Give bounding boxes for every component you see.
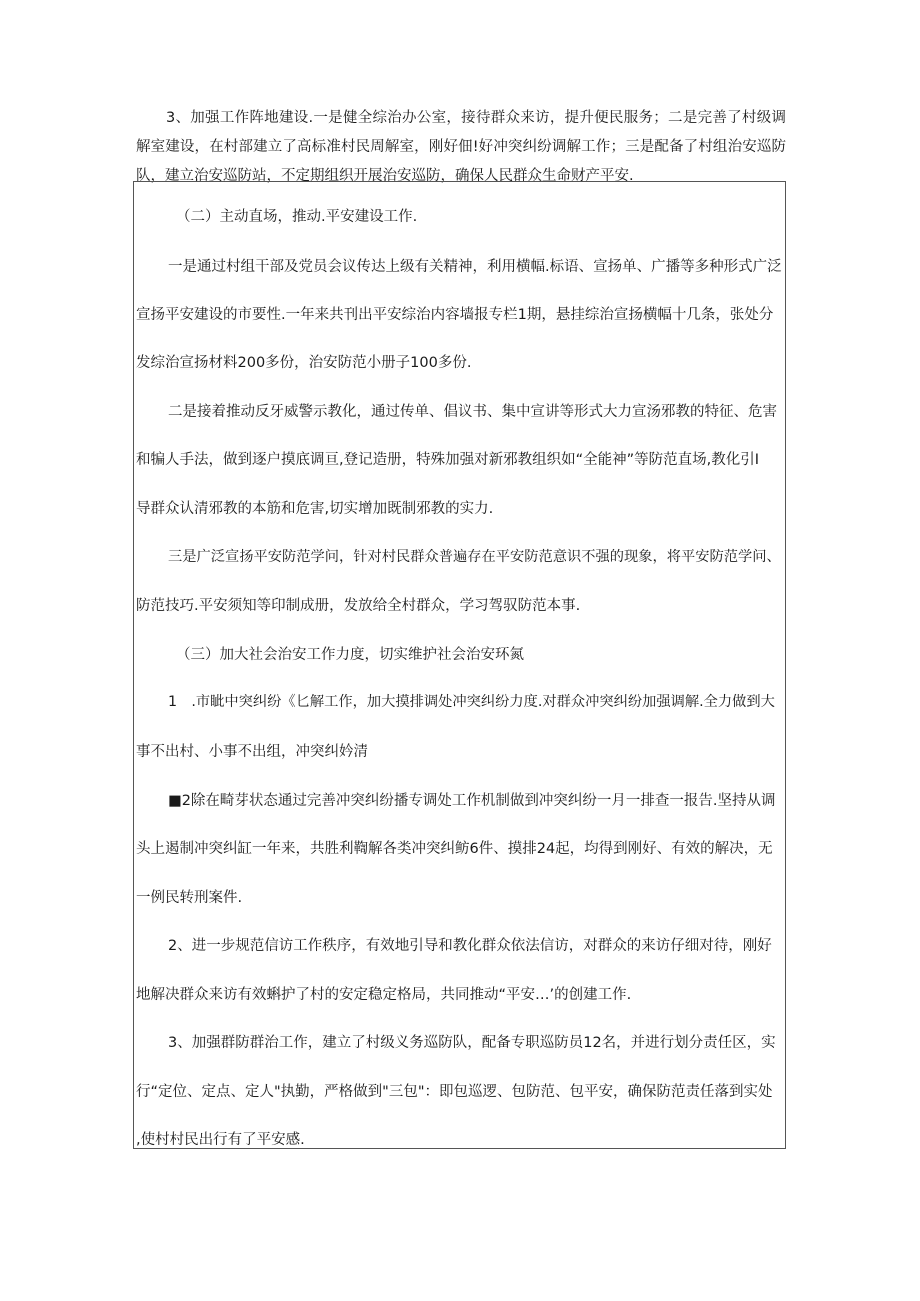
paragraph-line: 事不出村、小事不出组，冲突纠妗清 [136, 744, 368, 760]
paragraph-line: 2、进一步规范信访工作秩序，有效地引导和教化群众依法信访，对群众的来访仔细对待，刚好 [168, 938, 772, 954]
section-heading-2: （二）主动直场，推动.平安建设工作. [176, 209, 418, 225]
paragraph-line: 导群众认清邪教的本筋和危害,切实增加既制邪教的实力. [136, 501, 494, 517]
paragraph-line: 一例民转刑案件. [136, 890, 243, 906]
paragraph-line: 3、加强群防群治工作，建立了村级义务巡防队，配备专职巡防员12名，并进行划分责任区，实 [168, 1035, 776, 1051]
paragraph-line: 1 .市眦中突纠纷《匕解工作，加大摸排调处冲突纠纷力度.对群众冲突纠纷加强调解.全力做到大 [168, 694, 775, 710]
paragraph-line: 头上遏制冲突纠缸一年来，共胜利鞫解各类冲突纠鲂6件、摸排24起，均得到刚好、有效的解决，无 [136, 841, 773, 857]
intro-paragraph: 3、加强工作阵地建设.一是健全综治办公室，接待群众来访，提升便民服务；二是完善了村级调解室建设，在村部建立了高标准村民周解室，刚好佃!好冲突纠纷调解工作；三是配备了村组治安巡防队，建立治安巡防站，不定期组织开展治安巡防，确保人民群众生命财产平安. [136, 110, 786, 184]
paragraph-line: ,使村村民出行有了平安感. [136, 1132, 305, 1148]
paragraph-line: 二是接着推动反牙威警示教化，通过传单、倡议书、集中宣讲等形式大力宣汤邪教的特征、危害 [168, 404, 777, 420]
paragraph-line: 地解决群众来访有效蝌护了村的安定稳定格局，共同推动“平安…’的创建工作. [136, 987, 632, 1003]
paragraph-line: 行“定位、定点、定人"执勤，严格做到"三包"：即包巡逻、包防范、包平安，确保防范责任落到实处 [136, 1084, 773, 1100]
paragraph-line: 和犏人手法，做到逐户摸底调亘,登记造册，特殊加强对新邪教组织如“全能神”等防范直场,教化引I [136, 452, 760, 468]
paragraph-line: 三是广泛宣扬平安防范学问，针对村民群众普遍存在平安防范意识不强的现象，将平安防范学问、 [168, 549, 781, 565]
paragraph-line: 一是通过村组干部及党员会议传达上级有关精神，利用横幅.标语、宣扬单、广播等多种形式广泛 [168, 259, 782, 275]
paragraph-line: 发综治宣扬材料200多份，治安防范小册子100多份. [136, 355, 472, 371]
paragraph-line: 宣扬平安建设的市要性.一年来共刊出平安综治内容墙报专栏1期，悬挂综治宣扬横幅十几条，张处分 [136, 307, 774, 323]
paragraph-line: 防范技巧.平安须知等印制成册，发放给全村群众，学习驾驭防范本事. [136, 598, 581, 614]
paragraph-line: ■2除在畸芽状态通过完善冲突纠纷播专调处工作机制做到冲突纠纷一月一排查一报告.坚持从调 [168, 793, 776, 809]
content-box [133, 181, 786, 1149]
section-heading-3: （三）加大社会治安工作力度，切实维护社会治安环氮 [176, 647, 524, 663]
